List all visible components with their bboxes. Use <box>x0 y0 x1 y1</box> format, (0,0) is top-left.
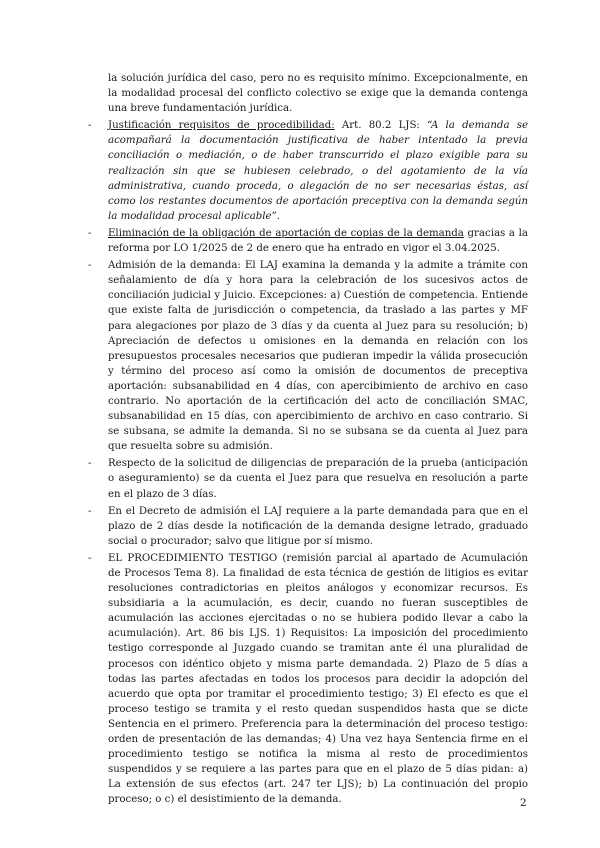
item-text: EL PROCEDIMIENTO TESTIGO (remisión parcial al apartado de Acumulación de Procesos Tema 8). La finalidad de esta técnica de gestión de litigios es evitar resoluciones contradictorias en pleitos análogos y economizar recursos. Es subsidiaria a la acumulación, es decir, cuando no fueran susceptibles de acumulación las acciones ejercitadas o no se hubiera podido llevar a cabo la acumulación). Art. 86 bis LJS. 1) Requisitos: La imposición del procedimiento testigo corresponde al Juzgado cuando se tramitan ante él una pluralidad de procesos con idéntico objeto y misma parte demandada. 2) Plazo de 5 días a todas las partes afectadas en todos los procesos para decidir la adopción del acuerdo que opta por tramitar el procedimiento testigo; 3) El efecto es que el proceso testigo se tramita y el resto quedan suspendidos hasta que se dicte Sentencia en el primero. Preferencia para la determinación del proceso testigo: orden de presentación de las demandas; 4) Una vez haya Sentencia firme en el procedimiento testigo se notifica la misma al resto de procedimientos suspendidos y se requiere a las partes para que en el plazo de 5 días pidan: a) La extensión de sus efectos (art. 247 ter LJS); b) La continuación del propio proceso; o c) el desistimiento de la demanda. <box>108 552 528 806</box>
list-item-procedimiento-testigo <box>88 551 528 808</box>
intro-paragraph: la solución jurídica del caso, pero no es requisito mínimo. Excepcionalmente, en la modalidad procesal del conflicto colectivo se exige que la demanda contenga una breve fundamentación jurídica. <box>108 73 528 115</box>
bullet-dash: - <box>88 260 92 272</box>
item-heading: Eliminación de la obligación de aportación de copias de la demanda <box>108 227 464 239</box>
list-item-decreto-admision <box>88 504 528 549</box>
list-item-justificacion <box>88 118 528 224</box>
list-item-admision <box>88 258 528 454</box>
item-text: Respecto de la solicitud de diligencias de preparación de la prueba (anticipación o aseguramiento) se da cuenta el Juez para que resuelva en resolución a parte en el plazo de 3 días. <box>108 458 528 500</box>
bullet-dash: - <box>88 120 92 132</box>
item-text: Admisión de la demanda: El LAJ examina la demanda y la admite a trámite con señalamiento de día y hora para la celebración de los sucesivos actos de conciliación judicial y Juicio. Excepciones: a) Cuestión de competencia. Entiende que existe falta de jurisdicción o competencia, da traslado a las partes y MF para alegaciones por plazo de 3 días y da cuenta al Juez para su resolución; b) Apreciación de defectos u omisiones en la demanda en relación con los presupuestos procesales necesarios que pudieran impedir la válida prosecución y término del proceso así como la omisión de documentos de preceptiva aportación: subsanabilidad en 4 días, con apercibimiento de archivo en caso contrario. No aportación de la certificación del acto de conciliación SMAC, subsanabilidad en 15 días, con apercibimiento de archivo en caso contrario. Si se subsana, se admite la demanda. Si no se subsana se da cuenta al Juez para que resuelta sobre su admisión. <box>108 260 528 453</box>
item-text: gracias a la reforma por LO 1/2025 de 2 de enero que ha entrado en vigor el 3.04.2025. <box>108 227 528 255</box>
list-item-diligencias-prueba <box>88 456 528 501</box>
bullet-dash: - <box>88 552 92 564</box>
item-quote: “A la demanda se acompañará la documentación justificativa de haber intentado la previa conciliación o mediación, o de haber transcurrido el plazo exigible para su realización sin que se hubiesen celebrado, o del agotamiento de la vía administrativa, cuando proceda, o alegación de no ser necesarias éstas, así como los restantes documentos de aportación preceptiva con la demanda según la modalidad procesal aplicable”. <box>108 120 528 222</box>
bullet-dash: - <box>88 505 92 517</box>
bullet-dash: - <box>88 458 92 470</box>
item-heading: Justificación requisitos de procedibilidad: <box>108 120 335 132</box>
item-text: En el Decreto de admisión el LAJ requiere a la parte demandada para que en el plazo de 2 días desde la notificación de la demanda designe letrado, graduado social o procurador; salvo que litigue por sí mismo. <box>108 505 528 547</box>
page-number: 2 <box>520 797 527 809</box>
item-text: Art. 80.2 LJS: <box>334 120 428 132</box>
bullet-dash: - <box>88 227 92 239</box>
list-item-eliminacion-copias <box>88 226 528 256</box>
document-body <box>88 71 528 810</box>
